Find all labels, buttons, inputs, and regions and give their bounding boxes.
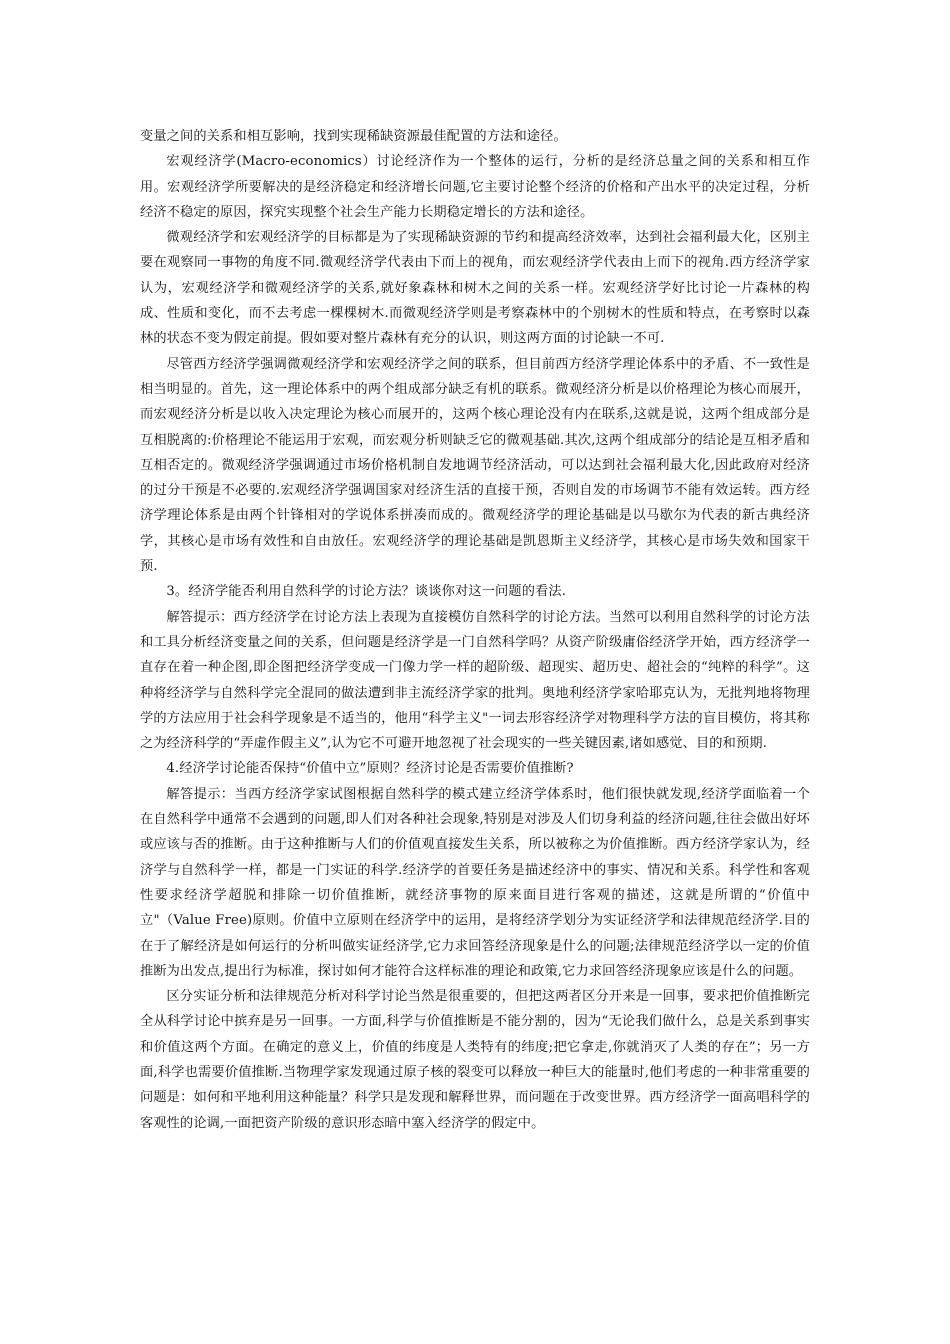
document-body (140, 124, 810, 1136)
paragraph-theory-contradictions: 尽管西方经济学强调微观经济学和宏观经济学之间的联系，但目前西方经济学理论体系中的矛盾、不一致性是相当明显的。首先，这一理论体系中的两个组成部分缺乏有机的联系。微观经济分析是以价格理论为核心而展开，而宏观经济分析是以收入决定理论为核心而展开的，这两个核心理论没有内在联系,这就是说，这两个组成部分是互相脱离的:价格理论不能运用于宏观，而宏观分析则缺乏它的微观基础.其次,这两个组成部分的结论是互相矛盾和互相否定的。微观经济学强调通过市场价格机制自发地调节经济活动，可以达到社会福利最大化,因此政府对经济的过分干预是不必要的.宏观经济学强调国家对经济生活的直接干预，否则自发的市场调节不能有效运转。西方经济学理论体系是由两个针锋相对的学说体系拼凑而成的。微观经济学的理论基础是以马歇尔为代表的新古典经济学，其核心是市场有效性和自由放任。宏观经济学的理论基础是凯恩斯主义经济学，其核心是市场失效和国家干预. (140, 356, 810, 575)
paragraph-value-judgement: 区分实证分析和法律规范分析对科学讨论当然是很重要的，但把这两者区分开来是一回事，要求把价值推断完全从科学讨论中摈弃是另一回事。一方面,科学与价值推断是不能分割的，因为“无论我们做什么，总是关系到事实和价值这两个方面。在确定的意义上，价值的纬度是人类特有的纬度;把它拿走,你就消灭了人类的存在”；另一方面,科学也需要价值推断.当物理学家发现通过原子核的裂变可以释放一种巨大的能量时,他们考虑的一种非常重要的问题是：如何和平地利用这种能量？科学只是发现和解释世界，而问题在于改变世界。西方经济学一面高唱科学的客观性的论调,一面把资产阶级的意识形态暗中塞入经济学的假定中。 (140, 989, 810, 1131)
answer-3: 解答提示：西方经济学在讨论方法上表现为直接模仿自然科学的讨论方法。当然可以利用自然科学的讨论方法和工具分析经济变量之间的关系，但问题是经济学是一门自然科学吗？从资产阶级庸俗经济学开始，西方经济学一直存在着一种企图,即企图把经济学变成一门像力学一样的超阶级、超现实、超历史、超社会的“纯粹的科学”。这种将经济学与自然科学完全混同的做法遭到非主流经济学家的批判。奥地利经济学家哈耶克认为，无批判地将物理学的方法应用于社会科学现象是不适当的，他用“科学主义"一词去形容经济学对物理科学方法的盲目模仿，将其称之为经济科学的“弄虚作假主义”,认为它不可避开地忽视了社会现实的一些关键因素,诸如感觉、目的和预期. (140, 609, 810, 752)
question-4: 4.经济学讨论能否保持“价值中立”原则？经济讨论是否需要价值推断? (166, 761, 574, 777)
paragraph-continuation: 变量之间的关系和相互影响，找到实现稀缺资源最佳配置的方法和途径。 (140, 129, 567, 144)
question-3: 3。经济学能否利用自然科学的讨论方法？谈谈你对这一问题的看法. (166, 584, 567, 600)
paragraph-micro-macro-relation: 微观经济学和宏观经济学的目标都是为了实现稀缺资源的节约和提高经济效率，达到社会福利最大化，区别主要在观察同一事物的角度不同.微观经济学代表由下而上的视角，而宏观经济学代表由上而下的视角.西方经济学家认为，宏观经济学和微观经济学的关系,就好象森林和树木之间的关系一样。宏观经济学好比讨论一片森林的构成、性质和变化，而不去考虑一棵棵树木.而微观经济学则是考察森林中的个别树木的性质和特点，在考察时以森林的状态不变为假定前提。假如要对整片森林有充分的认识，则这两方面的讨论缺一不可. (140, 230, 810, 347)
paragraph-macroeconomics-definition: 宏观经济学(Macro-economics）讨论经济作为一个整体的运行，分析的是经济总量之间的关系和相互作用。宏观经济学所要解决的是经济稳定和经济增长问题,它主要讨论整个经济的价格和产出水平的决定过程，分析经济不稳定的原因，探究实现整个社会生产能力长期稳定增长的方法和途径。 (140, 154, 810, 220)
answer-4: 解答提示：当西方经济学家试图根据自然科学的模式建立经济学体系时，他们很快就发现,经济学面临着一个在自然科学中通常不会遇到的问题,即人们对各种社会现象,特别是对涉及人们切身利益的经济问题,往往会做出好坏或应该与否的推断。由于这种推断与人们的价值观直接发生关系，所以被称之为价值推断。西方经济学家认为，经济学与自然科学一样，都是一门实证的科学.经济学的首要任务是描述经济中的事实、情况和关系。科学性和客观性要求经济学超脱和排除一切价值推断，就经济事物的原来面目进行客观的描述，这就是所谓的“价值中立"（Value Free)原则。价值中立原则在经济学中的运用，是将经济学划分为实证经济学和法律规范经济学.目的在于了解经济是如何运行的分析叫做实证经济学,它力求回答经济现象是什么的问题;法律规范经济学以一定的价值推断为出发点,提出行为标准，探讨如何才能符合这样标准的理论和政策,它力求回答经济现象应该是什么的问题。 (140, 786, 810, 979)
